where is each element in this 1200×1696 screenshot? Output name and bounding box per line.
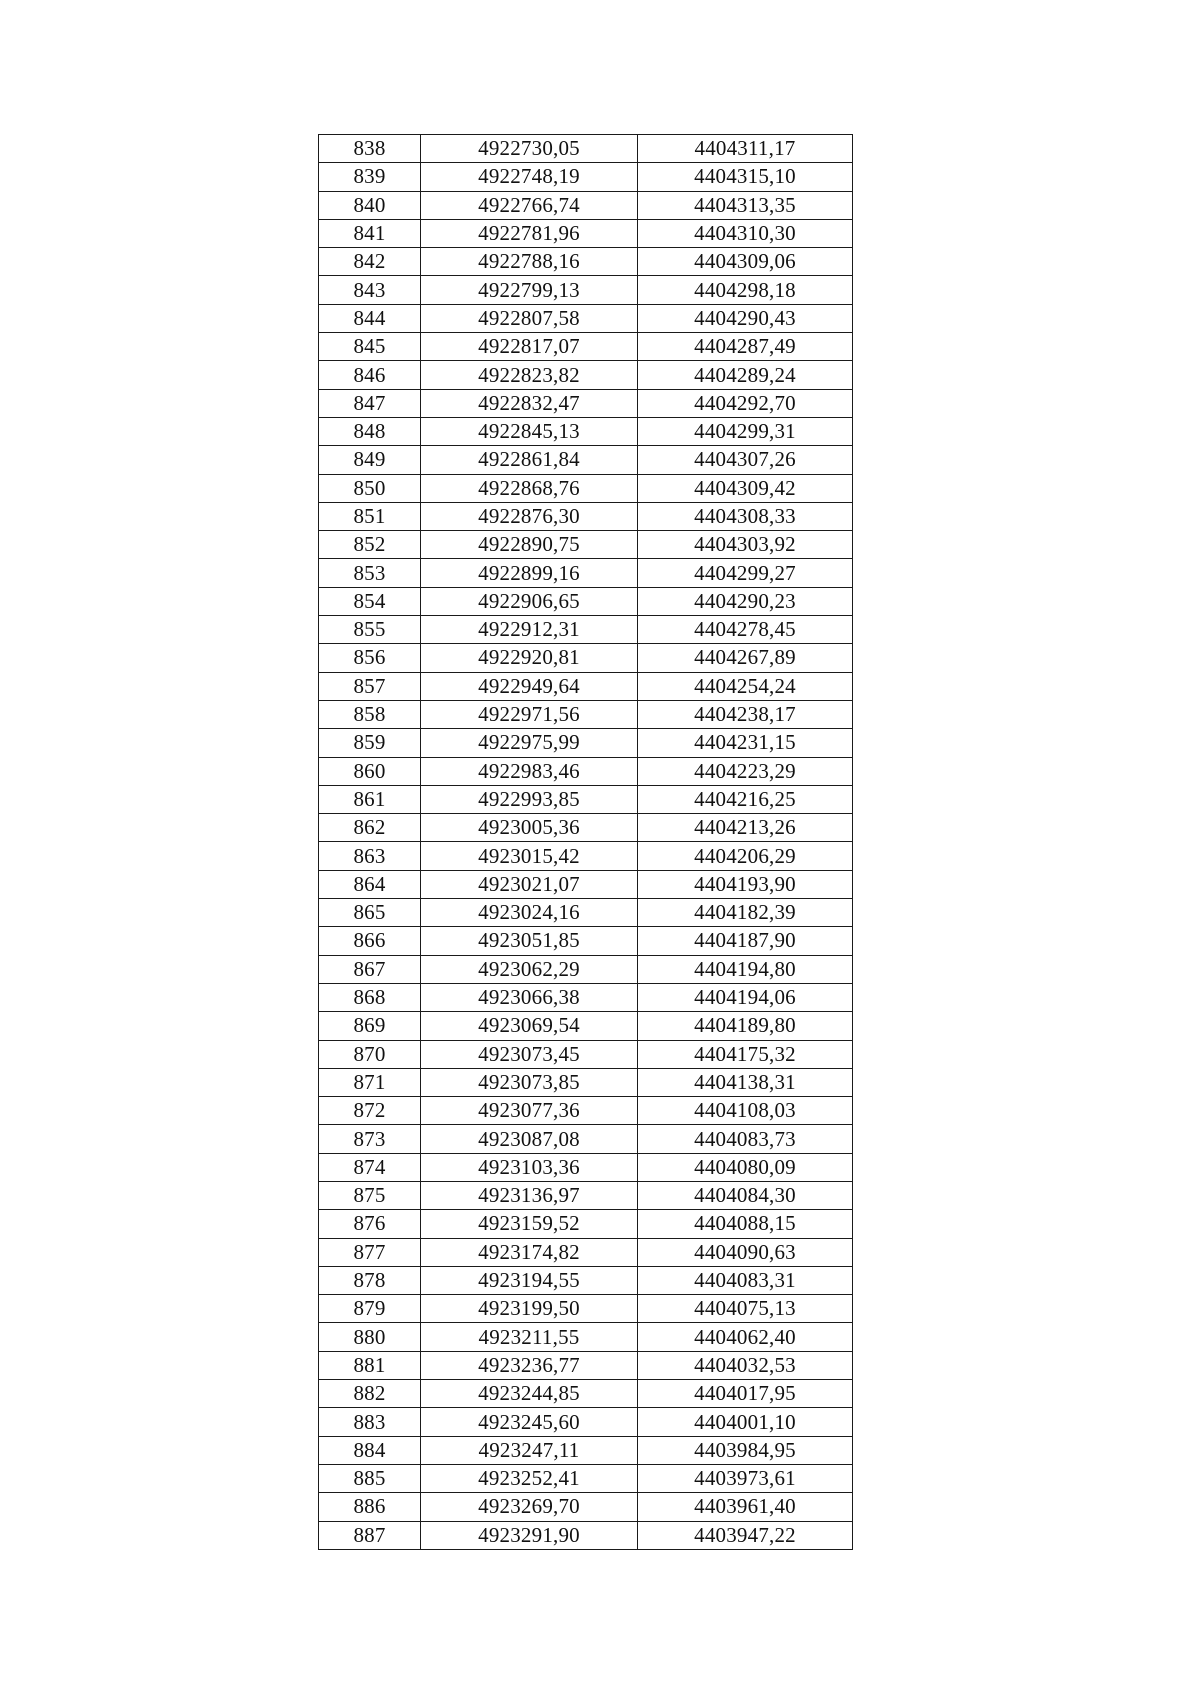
x-coordinate-cell: 4922799,13 <box>421 276 638 304</box>
point-number-cell: 849 <box>319 446 421 474</box>
point-number-cell: 857 <box>319 672 421 700</box>
y-coordinate-cell: 4403961,40 <box>638 1493 853 1521</box>
y-coordinate-cell: 4404182,39 <box>638 899 853 927</box>
x-coordinate-cell: 4922890,75 <box>421 531 638 559</box>
x-coordinate-cell: 4922906,65 <box>421 587 638 615</box>
x-coordinate-cell: 4922817,07 <box>421 333 638 361</box>
y-coordinate-cell: 4404267,89 <box>638 644 853 672</box>
table-row <box>319 700 853 728</box>
x-coordinate-cell: 4923194,55 <box>421 1266 638 1294</box>
x-coordinate-cell: 4923159,52 <box>421 1210 638 1238</box>
table-row <box>319 1436 853 1464</box>
y-coordinate-cell: 4404206,29 <box>638 842 853 870</box>
x-coordinate-cell: 4923015,42 <box>421 842 638 870</box>
y-coordinate-cell: 4404238,17 <box>638 700 853 728</box>
table-row <box>319 1068 853 1096</box>
table-row <box>319 899 853 927</box>
y-coordinate-cell: 4404289,24 <box>638 361 853 389</box>
y-coordinate-cell: 4404290,23 <box>638 587 853 615</box>
table-row <box>319 644 853 672</box>
point-number-cell: 864 <box>319 870 421 898</box>
table-row <box>319 785 853 813</box>
table-row <box>319 474 853 502</box>
table-row <box>319 814 853 842</box>
x-coordinate-cell: 4922868,76 <box>421 474 638 502</box>
x-coordinate-cell: 4923247,11 <box>421 1436 638 1464</box>
x-coordinate-cell: 4922766,74 <box>421 191 638 219</box>
x-coordinate-cell: 4922912,31 <box>421 616 638 644</box>
y-coordinate-cell: 4404308,33 <box>638 502 853 530</box>
table-row <box>319 1153 853 1181</box>
point-number-cell: 858 <box>319 700 421 728</box>
x-coordinate-cell: 4922861,84 <box>421 446 638 474</box>
point-number-cell: 882 <box>319 1380 421 1408</box>
y-coordinate-cell: 4403973,61 <box>638 1464 853 1492</box>
point-number-cell: 847 <box>319 389 421 417</box>
y-coordinate-cell: 4404083,73 <box>638 1125 853 1153</box>
table-row <box>319 1210 853 1238</box>
y-coordinate-cell: 4404315,10 <box>638 163 853 191</box>
y-coordinate-cell: 4404307,26 <box>638 446 853 474</box>
table-row <box>319 1323 853 1351</box>
point-number-cell: 861 <box>319 785 421 813</box>
y-coordinate-cell: 4404108,03 <box>638 1097 853 1125</box>
table-row <box>319 1464 853 1492</box>
point-number-cell: 852 <box>319 531 421 559</box>
point-number-cell: 859 <box>319 729 421 757</box>
table-row <box>319 248 853 276</box>
point-number-cell: 851 <box>319 502 421 530</box>
point-number-cell: 873 <box>319 1125 421 1153</box>
y-coordinate-cell: 4404017,95 <box>638 1380 853 1408</box>
y-coordinate-cell: 4404309,06 <box>638 248 853 276</box>
x-coordinate-cell: 4922748,19 <box>421 163 638 191</box>
y-coordinate-cell: 4404193,90 <box>638 870 853 898</box>
table-row <box>319 1380 853 1408</box>
table-row <box>319 616 853 644</box>
table-row <box>319 276 853 304</box>
y-coordinate-cell: 4404062,40 <box>638 1323 853 1351</box>
x-coordinate-cell: 4922730,05 <box>421 135 638 163</box>
point-number-cell: 886 <box>319 1493 421 1521</box>
x-coordinate-cell: 4923051,85 <box>421 927 638 955</box>
point-number-cell: 844 <box>319 304 421 332</box>
point-number-cell: 887 <box>319 1521 421 1549</box>
table-row <box>319 135 853 163</box>
x-coordinate-cell: 4922920,81 <box>421 644 638 672</box>
point-number-cell: 841 <box>319 219 421 247</box>
point-number-cell: 854 <box>319 587 421 615</box>
x-coordinate-cell: 4923077,36 <box>421 1097 638 1125</box>
table-row <box>319 1097 853 1125</box>
coordinates-table-body <box>319 135 853 1550</box>
table-row <box>319 672 853 700</box>
y-coordinate-cell: 4404290,43 <box>638 304 853 332</box>
x-coordinate-cell: 4923024,16 <box>421 899 638 927</box>
table-row <box>319 842 853 870</box>
point-number-cell: 875 <box>319 1181 421 1209</box>
y-coordinate-cell: 4404194,06 <box>638 983 853 1011</box>
point-number-cell: 840 <box>319 191 421 219</box>
y-coordinate-cell: 4404213,26 <box>638 814 853 842</box>
x-coordinate-cell: 4922993,85 <box>421 785 638 813</box>
point-number-cell: 865 <box>319 899 421 927</box>
table-row <box>319 587 853 615</box>
point-number-cell: 879 <box>319 1295 421 1323</box>
point-number-cell: 872 <box>319 1097 421 1125</box>
table-row <box>319 163 853 191</box>
table-row <box>319 1295 853 1323</box>
y-coordinate-cell: 4404216,25 <box>638 785 853 813</box>
table-row <box>319 559 853 587</box>
x-coordinate-cell: 4922899,16 <box>421 559 638 587</box>
table-row <box>319 389 853 417</box>
table-row <box>319 446 853 474</box>
table-row <box>319 1040 853 1068</box>
table-row <box>319 729 853 757</box>
y-coordinate-cell: 4404189,80 <box>638 1012 853 1040</box>
table-row <box>319 757 853 785</box>
y-coordinate-cell: 4404231,15 <box>638 729 853 757</box>
x-coordinate-cell: 4922983,46 <box>421 757 638 785</box>
point-number-cell: 860 <box>319 757 421 785</box>
x-coordinate-cell: 4922832,47 <box>421 389 638 417</box>
coordinates-table <box>318 134 853 1550</box>
point-number-cell: 856 <box>319 644 421 672</box>
table-row <box>319 502 853 530</box>
y-coordinate-cell: 4404084,30 <box>638 1181 853 1209</box>
point-number-cell: 855 <box>319 616 421 644</box>
y-coordinate-cell: 4404298,18 <box>638 276 853 304</box>
x-coordinate-cell: 4923136,97 <box>421 1181 638 1209</box>
y-coordinate-cell: 4404083,31 <box>638 1266 853 1294</box>
y-coordinate-cell: 4404303,92 <box>638 531 853 559</box>
y-coordinate-cell: 4404310,30 <box>638 219 853 247</box>
x-coordinate-cell: 4923073,85 <box>421 1068 638 1096</box>
x-coordinate-cell: 4923236,77 <box>421 1351 638 1379</box>
point-number-cell: 885 <box>319 1464 421 1492</box>
table-row <box>319 1238 853 1266</box>
y-coordinate-cell: 4403947,22 <box>638 1521 853 1549</box>
y-coordinate-cell: 4404080,09 <box>638 1153 853 1181</box>
y-coordinate-cell: 4404311,17 <box>638 135 853 163</box>
y-coordinate-cell: 4403984,95 <box>638 1436 853 1464</box>
y-coordinate-cell: 4404299,31 <box>638 417 853 445</box>
table-row <box>319 870 853 898</box>
y-coordinate-cell: 4404254,24 <box>638 672 853 700</box>
y-coordinate-cell: 4404223,29 <box>638 757 853 785</box>
point-number-cell: 867 <box>319 955 421 983</box>
table-row <box>319 531 853 559</box>
x-coordinate-cell: 4922971,56 <box>421 700 638 728</box>
table-row <box>319 983 853 1011</box>
y-coordinate-cell: 4404175,32 <box>638 1040 853 1068</box>
y-coordinate-cell: 4404075,13 <box>638 1295 853 1323</box>
x-coordinate-cell: 4923174,82 <box>421 1238 638 1266</box>
y-coordinate-cell: 4404278,45 <box>638 616 853 644</box>
x-coordinate-cell: 4923021,07 <box>421 870 638 898</box>
x-coordinate-cell: 4922949,64 <box>421 672 638 700</box>
point-number-cell: 842 <box>319 248 421 276</box>
point-number-cell: 848 <box>319 417 421 445</box>
y-coordinate-cell: 4404313,35 <box>638 191 853 219</box>
y-coordinate-cell: 4404292,70 <box>638 389 853 417</box>
point-number-cell: 874 <box>319 1153 421 1181</box>
point-number-cell: 877 <box>319 1238 421 1266</box>
point-number-cell: 866 <box>319 927 421 955</box>
table-row <box>319 1181 853 1209</box>
y-coordinate-cell: 4404194,80 <box>638 955 853 983</box>
x-coordinate-cell: 4923252,41 <box>421 1464 638 1492</box>
table-row <box>319 1521 853 1549</box>
x-coordinate-cell: 4923245,60 <box>421 1408 638 1436</box>
table-row <box>319 1125 853 1153</box>
table-row <box>319 361 853 389</box>
y-coordinate-cell: 4404032,53 <box>638 1351 853 1379</box>
point-number-cell: 869 <box>319 1012 421 1040</box>
x-coordinate-cell: 4922807,58 <box>421 304 638 332</box>
table-row <box>319 1012 853 1040</box>
point-number-cell: 870 <box>319 1040 421 1068</box>
table-row <box>319 927 853 955</box>
x-coordinate-cell: 4922823,82 <box>421 361 638 389</box>
x-coordinate-cell: 4923062,29 <box>421 955 638 983</box>
x-coordinate-cell: 4922975,99 <box>421 729 638 757</box>
x-coordinate-cell: 4923069,54 <box>421 1012 638 1040</box>
point-number-cell: 881 <box>319 1351 421 1379</box>
point-number-cell: 846 <box>319 361 421 389</box>
table-row <box>319 1351 853 1379</box>
y-coordinate-cell: 4404299,27 <box>638 559 853 587</box>
y-coordinate-cell: 4404309,42 <box>638 474 853 502</box>
point-number-cell: 863 <box>319 842 421 870</box>
table-row <box>319 955 853 983</box>
y-coordinate-cell: 4404187,90 <box>638 927 853 955</box>
y-coordinate-cell: 4404287,49 <box>638 333 853 361</box>
x-coordinate-cell: 4922845,13 <box>421 417 638 445</box>
table-row <box>319 304 853 332</box>
point-number-cell: 850 <box>319 474 421 502</box>
x-coordinate-cell: 4923211,55 <box>421 1323 638 1351</box>
point-number-cell: 876 <box>319 1210 421 1238</box>
x-coordinate-cell: 4923199,50 <box>421 1295 638 1323</box>
x-coordinate-cell: 4923244,85 <box>421 1380 638 1408</box>
table-row <box>319 1408 853 1436</box>
y-coordinate-cell: 4404001,10 <box>638 1408 853 1436</box>
point-number-cell: 843 <box>319 276 421 304</box>
x-coordinate-cell: 4923291,90 <box>421 1521 638 1549</box>
x-coordinate-cell: 4923066,38 <box>421 983 638 1011</box>
point-number-cell: 880 <box>319 1323 421 1351</box>
x-coordinate-cell: 4923269,70 <box>421 1493 638 1521</box>
point-number-cell: 839 <box>319 163 421 191</box>
point-number-cell: 868 <box>319 983 421 1011</box>
point-number-cell: 878 <box>319 1266 421 1294</box>
point-number-cell: 862 <box>319 814 421 842</box>
y-coordinate-cell: 4404090,63 <box>638 1238 853 1266</box>
x-coordinate-cell: 4922781,96 <box>421 219 638 247</box>
x-coordinate-cell: 4922788,16 <box>421 248 638 276</box>
table-row <box>319 219 853 247</box>
table-row <box>319 417 853 445</box>
point-number-cell: 883 <box>319 1408 421 1436</box>
table-row <box>319 1493 853 1521</box>
table-row <box>319 1266 853 1294</box>
x-coordinate-cell: 4923073,45 <box>421 1040 638 1068</box>
table-row <box>319 191 853 219</box>
point-number-cell: 845 <box>319 333 421 361</box>
y-coordinate-cell: 4404088,15 <box>638 1210 853 1238</box>
x-coordinate-cell: 4923087,08 <box>421 1125 638 1153</box>
point-number-cell: 871 <box>319 1068 421 1096</box>
point-number-cell: 853 <box>319 559 421 587</box>
x-coordinate-cell: 4923005,36 <box>421 814 638 842</box>
table-row <box>319 333 853 361</box>
x-coordinate-cell: 4923103,36 <box>421 1153 638 1181</box>
y-coordinate-cell: 4404138,31 <box>638 1068 853 1096</box>
point-number-cell: 884 <box>319 1436 421 1464</box>
x-coordinate-cell: 4922876,30 <box>421 502 638 530</box>
point-number-cell: 838 <box>319 135 421 163</box>
